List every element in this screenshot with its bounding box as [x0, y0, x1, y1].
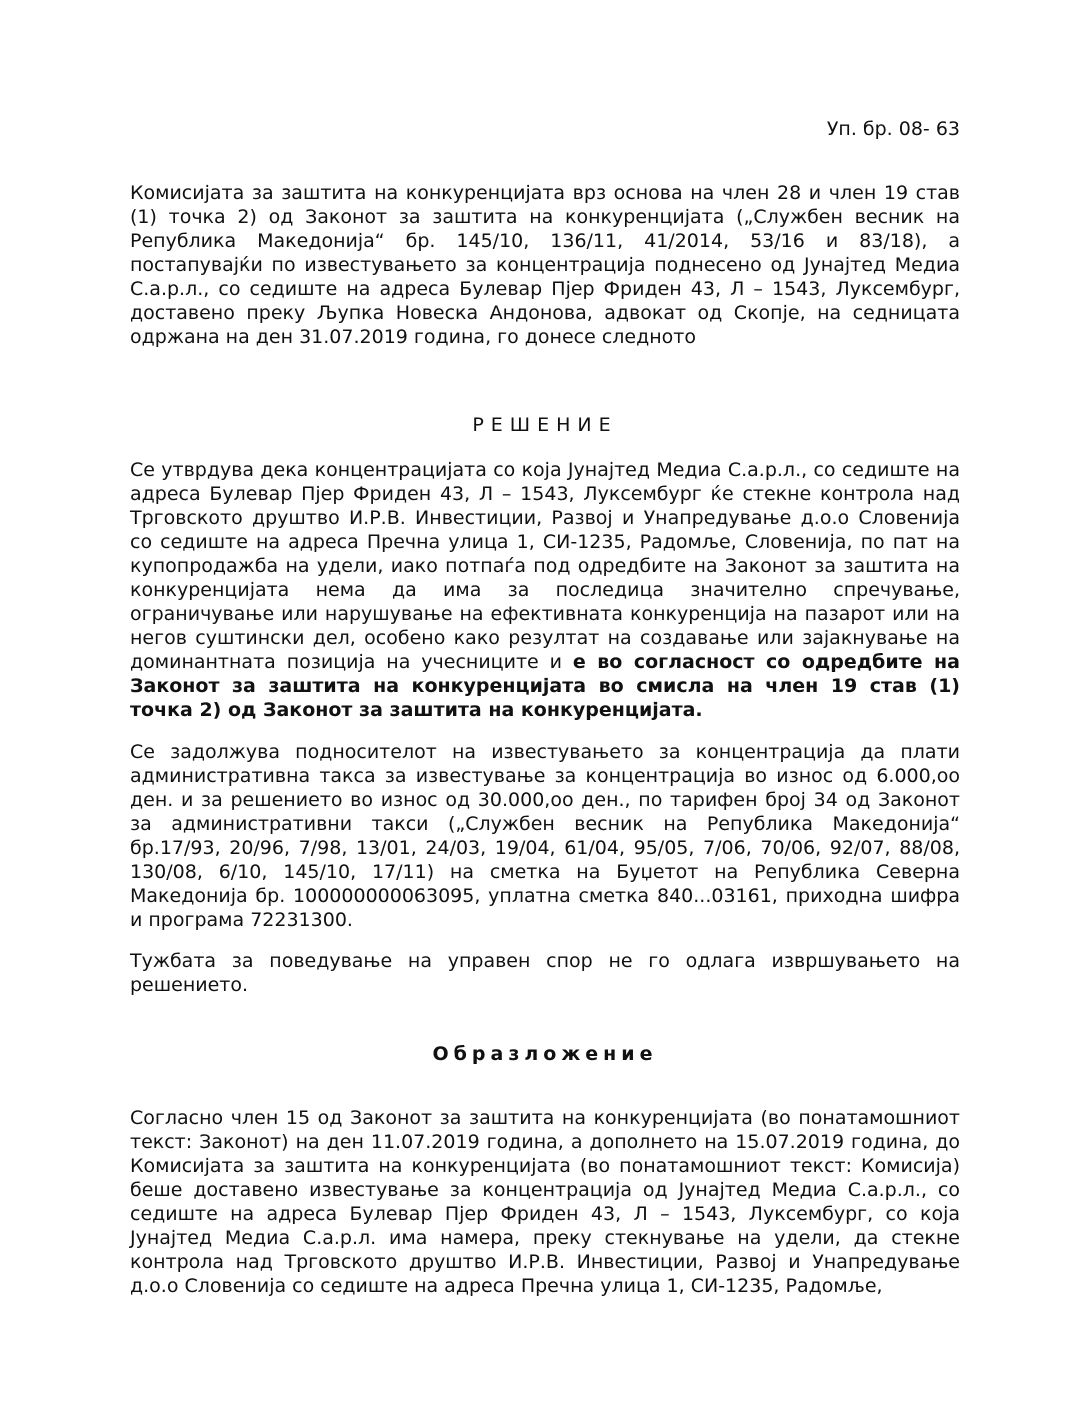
explanation-paragraph: Согласно член 15 од Законот за заштита на конкуренцијата (во понатамошниот текст: Законот) на ден 11.07.2019 година, а дополнето на 15.07.2019 година, до Комисијата за заштита на конкуренцијата (во понатамошниот текст: Комисија) беше доставено известување за концентрација од Јунајтед Медиа С.а.р.л., со седиште на адреса Булевар Пјер Фриден 43, Л – 1543, Луксембург, со која Јунајтед Медиа С.а.р.л. има намера, преку стекнување на удели, да стекне контрола над Трговското друштво И.Р.В. Инвестиции, Развој и Унапредување д.о.о Словенија со седиште на адреса Пречна улица 1, СИ-1235, Радомље,	[130, 1107, 960, 1297]
decision-paragraph	[130, 458, 960, 722]
explanation-heading: Образложение	[432, 1043, 658, 1065]
fee-paragraph: Се задолжува подносителот на известувањето за концентрација да плати административна такса за известување за концентрација во износ од 6.000,оо ден. и за решението во износ од 30.000,оо ден., по тарифен број 34 од Законот за административни такси („Службен весник на Република Македонија“ бр.17/93, 20/96, 7/98, 13/01, 24/03, 19/04, 61/04, 95/05, 7/06, 70/06, 92/07, 88/08, 130/08, 6/10, 145/10, 17/11) на сметка на Буџетот на Република Северна Македонија бр. 100000000063095, уплатна сметка 840...03161, приходна шифра и програма 72231300.	[130, 741, 960, 931]
intro-paragraph: Комисијата за заштита на конкуренцијата врз основа на член 28 и член 19 став (1) точка 2) од Законот за заштита на конкуренцијата („Службен весник на Република Македонија“ бр. 145/10, 136/11, 41/2014, 53/16 и 83/18), а постапувајќи по известувањето за концентрација поднесено од Јунајтед Медиа С.а.р.л., со седиште на адреса Булевар Пјер Фриден 43, Л – 1543, Луксембург, доставено преку Љупка Новеска Андонова, адвокат од Скопје, на седницата одржана на ден 31.07.2019 година, го донесе следното	[130, 182, 960, 348]
decision-heading: РЕШЕНИЕ	[472, 414, 618, 436]
reference-number: Уп. бр. 08- 63	[826, 118, 960, 140]
appeal-paragraph: Тужбата за поведување на управен спор не го одлага извршувањето на решението.	[130, 950, 960, 996]
decision-text: Се утврдува дека концентрацијата со која Јунајтед Медиа С.а.р.л., со седиште на адреса Булевар Пјер Фриден 43, Л – 1543, Луксембург ќе стекне контрола над Трговското друштво И.Р.В. Инвестиции, Развој и Унапредување д.о.о Словенија со седиште на адреса Пречна улица 1, СИ-1235, Радомље, Словенија, по пат на купопродажба на удели, иако потпаѓа под одредбите на Законот за заштита на конкуренцијата нема да има за последица значително спречување, ограничување или нарушување на ефективната конкуренција на пазарот или на негов суштински дел, особено како резултат на создавање или зајакнување на доминантната позиција на учесниците и	[130, 459, 960, 673]
decision-text-bold: е во согласност со одредбите на Законот за заштита на конкуренцијата во смисла на член 19 став (1) точка 2) од Законот за заштита на конкуренцијата.	[130, 651, 960, 721]
